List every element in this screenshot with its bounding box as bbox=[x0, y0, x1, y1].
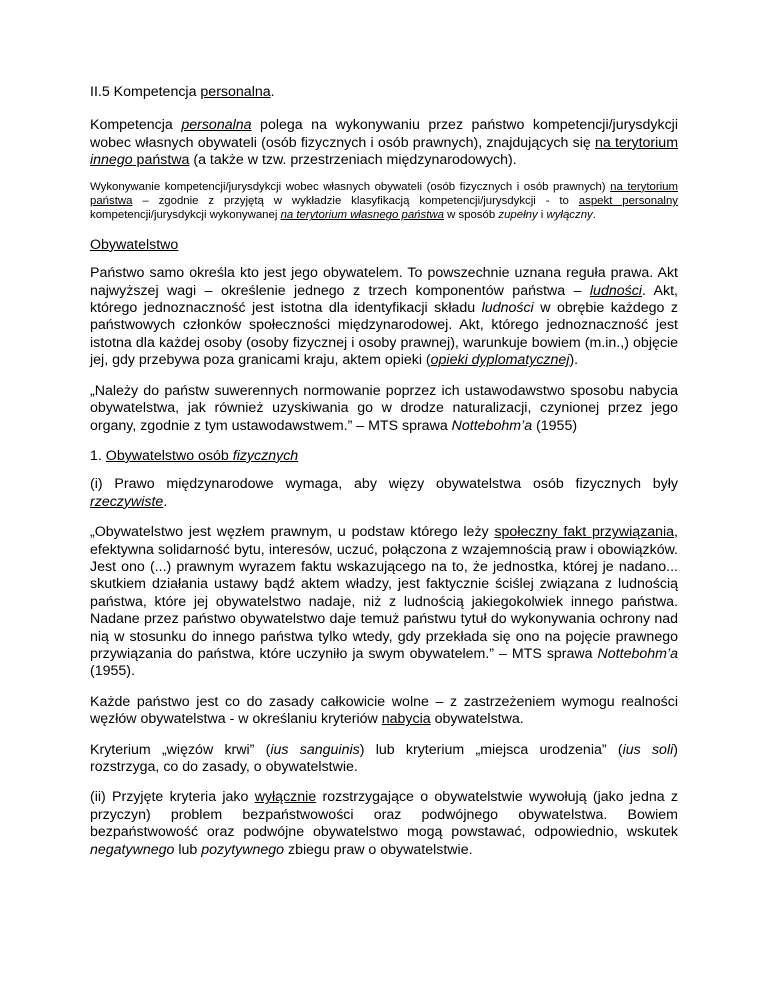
text-run: lub bbox=[174, 841, 202, 858]
text-run: Każde państwo jest co do zasady całkowicie wolne – z zastrzeżeniem wymogu realności węzłów obywatelstwa - w określaniu kryteriów bbox=[90, 693, 678, 728]
text-run: ) rozstrzyga, co do zasady, o obywatelstwie. bbox=[90, 741, 678, 775]
paragraph-citizenship bbox=[90, 265, 678, 369]
heading-end: . bbox=[270, 84, 275, 100]
text-run: „Należy do państw suwerennych normowanie poprzez ich ustawodawstwo sposobu nabycia obywatelstwa, jak również uzyskiwania go w drodze naturalizacji, czynionej przez jego organy, zgodnie z tym ustawodawstwem.” – MTS sprawa bbox=[90, 382, 678, 434]
text-run: w sposób bbox=[443, 209, 499, 222]
text-run-italic: negatywnego bbox=[90, 841, 175, 858]
text-run: , efektywna solidarność bytu, interesów, uczuć, połączona z wzajemnością praw i obowiązków. Jest ono (...) prawnym wyrazem faktu wskazującego na to, że jednostka, której je nadano... skutkiem działania ustawy bądź aktem władzy, jest faktycznie ściślej związana z ludnością państwa, które jej obywatelstwo nadaje, niż z ludnością jakiegokolwiek innego państwa. Nadane przez państwo obywatelstwo daje temuż państwu tytuł do wykonywania ochrony nad nią w stosunku do innego państwa tylko wtedy, gdy przekłada się ono na pojęcie prawnego przywiązania do państwa, które uczyniło ja swym obywatelem.” – MTS sprawa bbox=[90, 524, 678, 662]
text-run-emph: ludności bbox=[589, 282, 642, 299]
text-run-emph: personalna bbox=[181, 117, 252, 134]
subheading-number: 1. bbox=[90, 447, 106, 464]
text-run-emph: na terytorium własnego państwa bbox=[280, 209, 444, 222]
text-run-emph: innego bbox=[90, 152, 133, 169]
text-run: rozstrzygające o obywatelstwie wywołują (jako jedna z przyczyn) problem bezpaństwowości oraz podwójnego obywatelstwa. Bowiem bezpaństwowość oraz podwójne obywatelstwo mogą powstawać, odpowiednio, wskutek bbox=[90, 789, 678, 841]
text-run-italic: ius soli bbox=[622, 741, 674, 758]
text-run: Państwo samo określa kto jest jego obywatelem. To powszechnie uznana reguła prawa. Akt najwyższej wagi – określenie jednego z trzech komponentów państwa – bbox=[90, 265, 678, 299]
paragraph-requirement bbox=[90, 476, 678, 511]
text-run-emph: opieki dyplomatycznej bbox=[430, 352, 570, 369]
paragraph-criteria bbox=[90, 742, 678, 777]
subheading-natural-persons bbox=[90, 448, 678, 465]
text-run-underline: nabycia bbox=[381, 711, 431, 728]
text-run: (ii) Przyjęte kryteria jako bbox=[90, 789, 255, 806]
text-run: obywatelstwa. bbox=[430, 711, 524, 728]
text-run: . bbox=[592, 209, 596, 222]
paragraph-freedom bbox=[90, 694, 678, 729]
text-run-italic: ludności bbox=[481, 300, 534, 317]
text-run-underline: społeczny fakt przywiązania bbox=[494, 524, 675, 541]
text-run-underline: na terytorium państwa bbox=[90, 180, 678, 208]
text-run: Kryterium „więzów krwi” ( bbox=[90, 741, 271, 758]
text-run: (i) Prawo międzynarodowe wymaga, aby więzy obywatelstwa osób fizycznych były bbox=[90, 476, 678, 493]
text-run: w obrębie każdego z państwowych członków społeczności międzynarodowej. Akt, którego jednoznaczność jest istotna dla każdej osoby (osoby fizycznej i osoby prawnej), warunkuje bowiem (m.in.,) objęcie jej, gdy przebywa poza granicami kraju, aktem opieki ( bbox=[90, 300, 678, 369]
text-run: zbiegu praw o obywatelstwie. bbox=[284, 841, 473, 858]
quote-nottebohm-1 bbox=[90, 383, 678, 435]
text-run: – zgodnie z przyjętą w wykładzie klasyfikacją kompetencji/jurysdykcji - to bbox=[132, 195, 579, 208]
text-run-emph: rzeczywiste bbox=[90, 493, 164, 510]
text-run-emph: fizycznych bbox=[232, 447, 299, 464]
quote-nottebohm-2 bbox=[90, 524, 678, 681]
paragraph-note bbox=[90, 180, 678, 223]
text-run: . Akt, którego jednoznaczność jest istotna dla identyfikacji składu bbox=[90, 282, 678, 317]
text-run: Wykonywanie kompetencji/jurysdykcji wobec własnych obywateli (osób fizycznych i osób prawnych) bbox=[90, 180, 611, 193]
subheading-obywatelstwo: Obywatelstwo bbox=[90, 236, 179, 253]
document-page bbox=[90, 84, 678, 859]
text-run-italic: wyłączny bbox=[546, 209, 593, 222]
text-run: ). bbox=[569, 352, 579, 369]
text-run: (1955) bbox=[532, 417, 578, 434]
heading-number: II.5 Kompetencja bbox=[90, 84, 201, 100]
text-run-italic: zupełny bbox=[498, 209, 538, 222]
text-run-italic: Nottebohm’a bbox=[451, 417, 533, 434]
text-run: . bbox=[163, 493, 168, 510]
text-run: ) lub kryterium „miejsca urodzenia” ( bbox=[359, 741, 623, 758]
text-run-italic: Nottebohm’a bbox=[597, 645, 678, 662]
paragraph-statelessness bbox=[90, 789, 678, 859]
text-run: (a także w tzw. przestrzeniach międzynarodowych). bbox=[189, 152, 517, 169]
text-run-underline: aspekt personalny bbox=[578, 195, 678, 208]
text-run: i bbox=[537, 209, 547, 222]
paragraph-definition bbox=[90, 117, 678, 169]
text-run-underline: na terytorium bbox=[594, 134, 679, 151]
text-run: kompetencji/jurysdykcji wykonywanej bbox=[90, 209, 281, 222]
text-run-underline: Obywatelstwo osób bbox=[105, 447, 233, 464]
text-run-italic: ius sanguinis bbox=[270, 741, 360, 758]
text-run-underline: wyłącznie bbox=[254, 789, 317, 806]
text-run-underline: państwa bbox=[132, 152, 190, 169]
text-run: (1955). bbox=[90, 663, 135, 680]
text-run: „Obywatelstwo jest węzłem prawnym, u podstaw którego leży bbox=[90, 524, 495, 541]
text-run-italic: pozytywnego bbox=[201, 841, 285, 858]
heading-term: personalna bbox=[200, 84, 271, 100]
text-run: Kompetencja bbox=[90, 117, 182, 134]
section-heading bbox=[90, 84, 678, 101]
text-run: polega na wykonywaniu przez państwo kompetencji/jurysdykcji wobec własnych obywateli (osób fizycznych i osób prawnych), znajdujących się bbox=[90, 117, 678, 151]
